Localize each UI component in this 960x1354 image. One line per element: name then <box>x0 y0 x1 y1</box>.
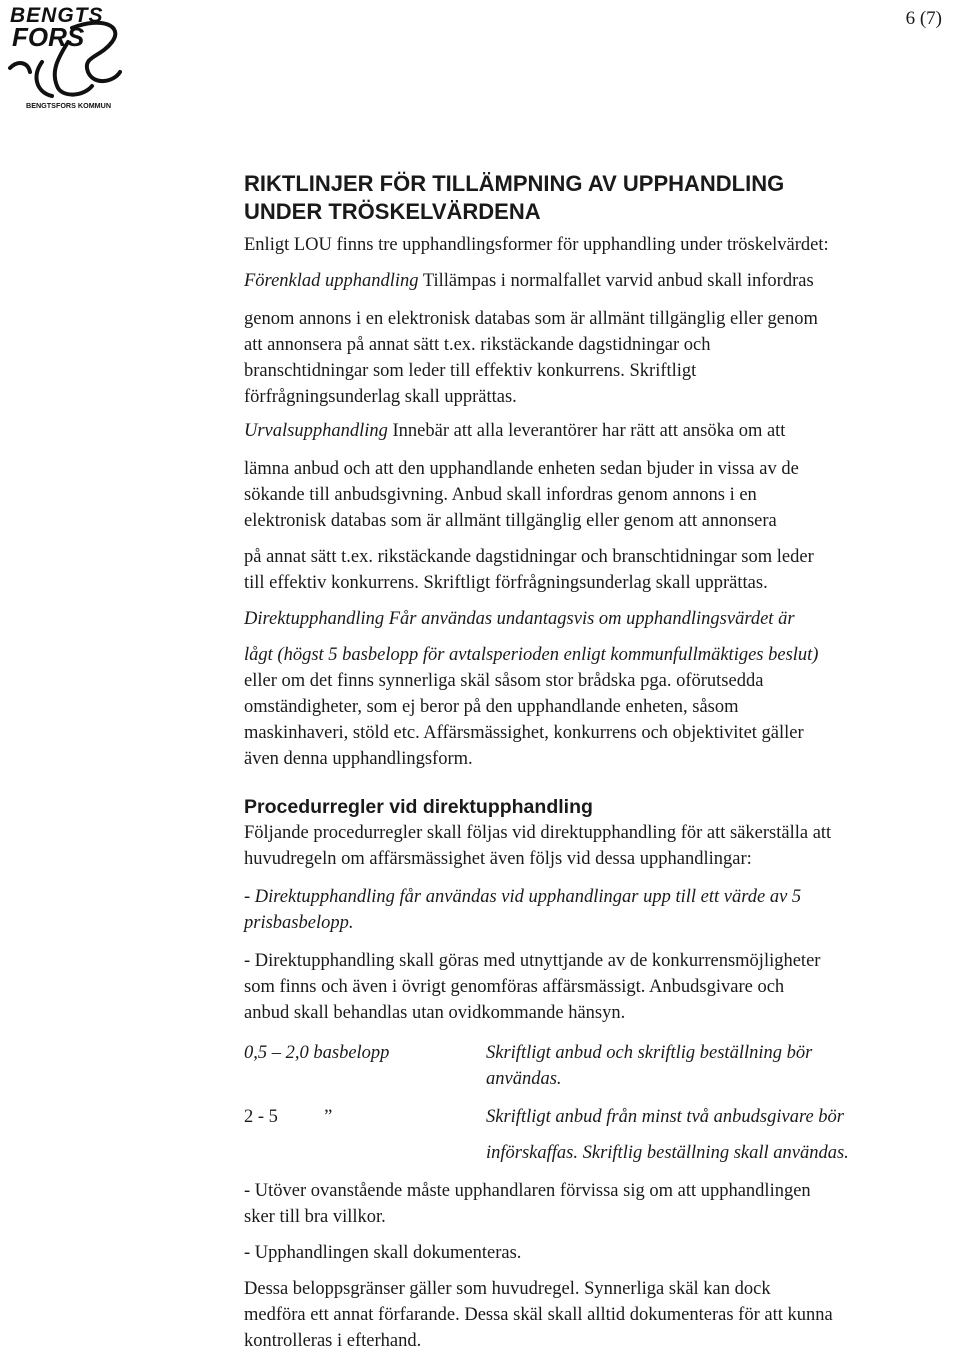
urval-line-2: lämna anbud och att den upphandlande enheten sedan bjuder in vissa av de <box>244 459 799 479</box>
forenklad-upphandling-section <box>244 268 944 410</box>
page-title <box>244 170 944 226</box>
forenklad-line-2: genom annons i en elektronisk databas som är allmänt tillgänglig eller genom <box>244 309 818 329</box>
forenklad-line-4: branschtidningar som leder till effektiv konkurrens. Skriftligt <box>244 361 697 381</box>
bengtsfors-logo <box>2 2 130 110</box>
forenklad-term: Förenklad upphandling <box>244 271 419 291</box>
urval-line-6: till effektiv konkurrens. Skriftligt förfrågningsunderlag skall upprättas. <box>244 573 768 593</box>
forenklad-line-1: Tillämpas i normalfallet varvid anbud skall infordras <box>418 271 814 291</box>
closing-line-1: Dessa beloppsgränser gäller som huvudregel. Synnerliga skäl kan dock <box>244 1279 771 1299</box>
logo-caption: BENGTSFORS KOMMUN <box>26 101 112 110</box>
procedures-intro-1: Följande procedurregler skall följas vid direktupphandling för att säkerställa att <box>244 823 832 843</box>
amount-tier-1 <box>244 1040 944 1092</box>
urval-line-5: på annat sätt t.ex. rikstäckande dagstidningar och branschtidningar som leder <box>244 547 814 567</box>
title-line-1: RIKTLINJER FÖR TILLÄMPNING AV UPPHANDLING <box>244 171 785 196</box>
urval-line-4: elektronisk databas som är allmänt tillgänglig eller genom att annonsera <box>244 511 777 531</box>
direkt-line-6: även denna upphandlingsform. <box>244 749 473 769</box>
direkt-term: Direktupphandling <box>244 609 385 629</box>
logo-text-top: BENGTS <box>10 4 104 27</box>
procedures-intro-2: huvudregeln om affärsmässighet även följs vid dessa upphandlingar: <box>244 849 752 869</box>
urval-line-1: Innebär att alla leverantörer har rätt att ansöka om att <box>387 421 786 441</box>
closing-line-3: kontrolleras i efterhand. <box>244 1331 422 1351</box>
tier-2-rule-line-2: införskaffas. Skriftlig beställning skall användas. <box>486 1143 849 1163</box>
rule-2-line-2: som finns och även i övrigt genomföras affärsmässigt. Anbudsgivare och <box>244 977 785 997</box>
direkt-line-1: Får användas undantagsvis om upphandlingsvärdet är <box>384 609 795 629</box>
urvalsupphandling-section <box>244 418 944 596</box>
rule-3-line-2: sker till bra villkor. <box>244 1207 386 1227</box>
direkt-line-5: maskinhaveri, stöld etc. Affärsmässighet, konkurrens och objektivitet gäller <box>244 723 804 743</box>
urval-line-3: sökande till anbudsgivning. Anbud skall infordras genom annons i en <box>244 485 757 505</box>
forenklad-line-5: förfrågningsunderlag skall upprättas. <box>244 387 517 407</box>
page-number: 6 (7) <box>905 8 942 29</box>
rule-1-line-2: prisbasbelopp. <box>244 913 354 933</box>
amount-tier-2 <box>244 1104 944 1166</box>
direktupphandling-section <box>244 606 944 772</box>
intro-text: Enligt LOU finns tre upphandlingsformer för upphandling under tröskelvärdet: <box>244 235 829 255</box>
rule-2-line-3: anbud skall behandlas utan ovidkommande hänsyn. <box>244 1003 626 1023</box>
tier-1-amount: 0,5 – 2,0 basbelopp <box>244 1043 390 1063</box>
direkt-line-3: eller om det finns synnerliga skäl såsom stor brådska pga. oförutsedda <box>244 671 764 691</box>
forenklad-line-3: att annonsera på annat sätt t.ex. rikstäckande dagstidningar och <box>244 335 711 355</box>
tier-2-amount: 2 - 5 ” <box>244 1107 333 1127</box>
rule-2-line-1: - Direktupphandling skall göras med utnyttjande av de konkurrensmöjligheter <box>244 951 821 971</box>
direkt-line-2: lågt (högst 5 basbelopp för avtalsperioden enligt kommunfullmäktiges beslut) <box>244 645 819 665</box>
tier-1-rule-line-1: Skriftligt anbud och skriftlig beställning bör <box>486 1043 813 1063</box>
rule-3-line-1: - Utöver ovanstående måste upphandlaren förvissa sig om att upphandlingen <box>244 1181 811 1201</box>
document-body <box>244 170 944 1354</box>
tier-1-rule-line-2: användas. <box>486 1069 562 1089</box>
logo-text-mid: FORS <box>12 22 85 52</box>
closing-line-2: medföra ett annat förfarande. Dessa skäl skall alltid dokumenteras för att kunna <box>244 1305 833 1325</box>
rule-4: - Upphandlingen skall dokumenteras. <box>244 1243 522 1263</box>
procedures-section <box>244 820 944 1354</box>
urval-term: Urvalsupphandling <box>244 421 388 441</box>
tier-2-rule-line-1: Skriftligt anbud från minst två anbudsgivare bör <box>486 1107 845 1127</box>
title-line-2: UNDER TRÖSKELVÄRDENA <box>244 199 541 224</box>
procedures-heading: Procedurregler vid direktupphandling <box>244 796 593 818</box>
direkt-line-4: omständigheter, som ej beror på den upphandlande enheten, såsom <box>244 697 739 717</box>
rule-1-line-1: - Direktupphandling får användas vid upphandlingar upp till ett värde av 5 <box>244 887 802 907</box>
